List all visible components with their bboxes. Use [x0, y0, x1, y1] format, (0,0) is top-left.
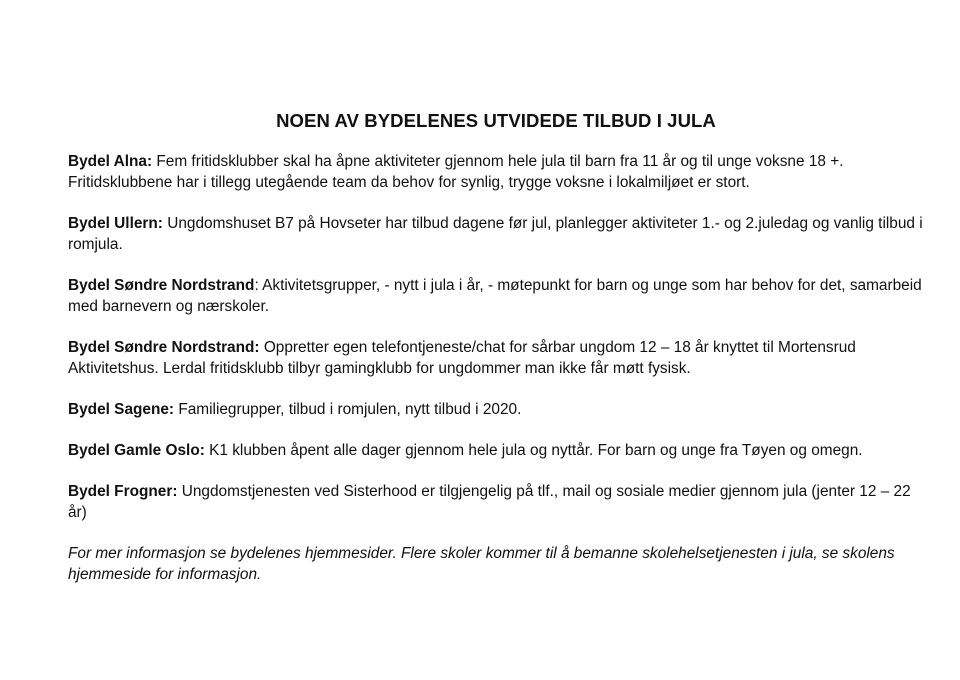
- entry-name: Bydel Ullern:: [68, 215, 163, 232]
- entry-text: : Aktivitetsgrupper, - nytt i jula i år, - møtepunkt for barn og unge som har behov for det, samarbeid med barnevern og nærskoler.: [68, 277, 922, 315]
- entry-name: Bydel Sagene:: [68, 401, 175, 418]
- entry-bydel-sondre-nordstrand-2: [68, 337, 928, 379]
- entry-name: Bydel Søndre Nordstrand: [68, 277, 255, 294]
- entry-bydel-alna: [68, 151, 928, 193]
- entry-name: Bydel Frogner:: [68, 483, 178, 500]
- entry-name: Bydel Alna:: [68, 153, 153, 170]
- footnote: For mer informasjon se bydelenes hjemmesider. Flere skoler kommer til å bemanne skolehelsetjenesten i jula, se skolens hjemmeside for informasjon.: [68, 545, 895, 583]
- entry-bydel-gamle-oslo: [68, 440, 928, 461]
- entry-name: Bydel Søndre Nordstrand:: [68, 339, 260, 356]
- entry-bydel-sagene: [68, 399, 928, 420]
- document-title: NOEN AV BYDELENES UTVIDEDE TILBUD I JULA: [276, 110, 716, 131]
- entry-bydel-sondre-nordstrand-1: [68, 275, 928, 317]
- entry-text: Familiegrupper, tilbud i romjulen, nytt tilbud i 2020.: [174, 401, 522, 418]
- entry-name: Bydel Gamle Oslo:: [68, 442, 205, 459]
- document-body: [68, 151, 928, 585]
- entry-text: Oppretter egen telefontjeneste/chat for sårbar ungdom 12 – 18 år knyttet til Mortensrud Aktivitetshus. Lerdal fritidsklubb tilbyr gamingklubb for ungdommer man ikke får møtt fysisk.: [68, 339, 856, 377]
- entry-text: Ungdomshuset B7 på Hovseter har tilbud dagene før jul, planlegger aktiviteter 1.- og 2.juledag og vanlig tilbud i romjula.: [68, 215, 923, 253]
- entry-text: Fem fritidsklubber skal ha åpne aktiviteter gjennom hele jula til barn fra 11 år og til unge voksne 18 +. Fritidsklubbene har i tillegg utegående team da behov for synlig, trygge voksne i lokalmiljøet er stort.: [68, 153, 844, 191]
- entry-text: Ungdomstjenesten ved Sisterhood er tilgjengelig på tlf., mail og sosiale medier gjennom jula (jenter 12 – 22 år): [68, 483, 911, 521]
- entry-bydel-ullern: [68, 213, 928, 255]
- entry-text: K1 klubben åpent alle dager gjennom hele jula og nyttår. For barn og unge fra Tøyen og omegn.: [204, 442, 863, 459]
- entry-bydel-frogner: [68, 481, 928, 523]
